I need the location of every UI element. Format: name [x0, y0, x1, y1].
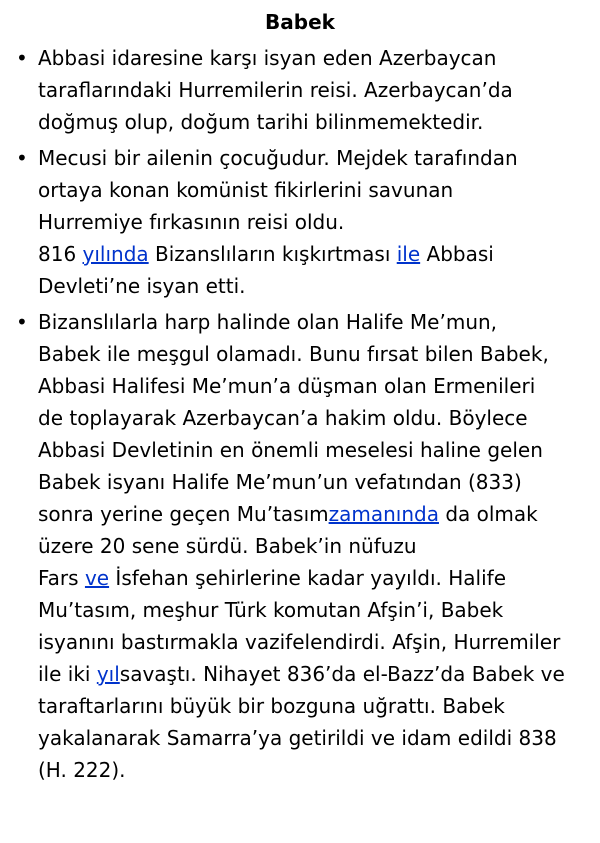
text-line: Hurremiye fırkasının reisi oldu. [38, 210, 345, 234]
text-line: Devleti’ne isyan etti. [38, 274, 246, 298]
link-yilinda[interactable]: yılında [82, 242, 149, 266]
text-line [38, 658, 586, 690]
bullet-item-3 [14, 306, 586, 786]
text-line: taraflarındaki Hurremilerin reisi. Azerbaycan’da [38, 78, 513, 102]
text-line: ortaya konan komünist fikirlerini savunan [38, 178, 454, 202]
bullet-item-1 [14, 42, 586, 138]
bullet-item-2 [14, 142, 586, 302]
text-line: Mecusi bir ailenin çocuğudur. Mejdek tarafından [38, 146, 518, 170]
text-segment: da olmak [438, 502, 538, 526]
text-line: Babek isyanı Halife Me’mun’un vefatından (833) [38, 470, 522, 494]
text-line: Mu’tasım, meşhur Türk komutan Afşin’i, Babek [38, 598, 504, 622]
text-line [38, 562, 586, 594]
text-line [38, 238, 586, 270]
text-segment: ile iki [38, 662, 97, 686]
text-segment: savaştı. Nihayet 836’da el-Bazz’da Babek ve [119, 662, 565, 686]
text-line: Bizanslılarla harp halinde olan Halife Me’mun, [38, 310, 498, 334]
bullet-icon: • [16, 310, 28, 334]
text-line: taraftarlarını büyük bir bozguna uğrattı. Babek [38, 694, 505, 718]
text-line: Abbasi idaresine karşı isyan eden Azerbaycan [38, 46, 497, 70]
page-title: Babek [265, 10, 335, 34]
text-line: de toplayarak Azerbaycan’a hakim oldu. Böylece [38, 406, 528, 430]
text-line: yakalanarak Samarra’ya getirildi ve idam edildi 838 [38, 726, 557, 750]
link-zamaninda[interactable]: zamanında [328, 502, 439, 526]
text-line: Abbasi Halifesi Me’mun’a düşman olan Ermenileri [38, 374, 536, 398]
text-line: isyanını bastırmakla vazifelendirdi. Afşin, Hurremiler [38, 630, 561, 654]
text-segment: İsfehan şehirlerine kadar yayıldı. Halife [109, 566, 507, 590]
text-segment: Fars [38, 566, 85, 590]
text-line: Babek ile meşgul olamadı. Bunu fırsat bilen Babek, [38, 342, 549, 366]
text-line: üzere 20 sene sürdü. Babek’in nüfuzu [38, 534, 417, 558]
text-line: doğmuş olup, doğum tarihi bilinmemektedir. [38, 110, 484, 134]
text-segment: Bizanslıların kışkırtması [148, 242, 397, 266]
link-ve[interactable]: ve [84, 566, 110, 590]
link-yil[interactable]: yıl [96, 662, 120, 686]
text-line: Abbasi Devletinin en önemli meselesi haline gelen [38, 438, 543, 462]
text-line [38, 498, 586, 530]
bullet-list [14, 42, 586, 786]
text-segment: 816 [38, 242, 83, 266]
bullet-icon: • [16, 146, 28, 170]
link-ile[interactable]: ile [396, 242, 421, 266]
text-line: (H. 222). [38, 758, 126, 782]
text-segment: sonra yerine geçen Mu’tasım [38, 502, 329, 526]
text-segment: Abbasi [420, 242, 494, 266]
bullet-icon: • [16, 46, 28, 70]
